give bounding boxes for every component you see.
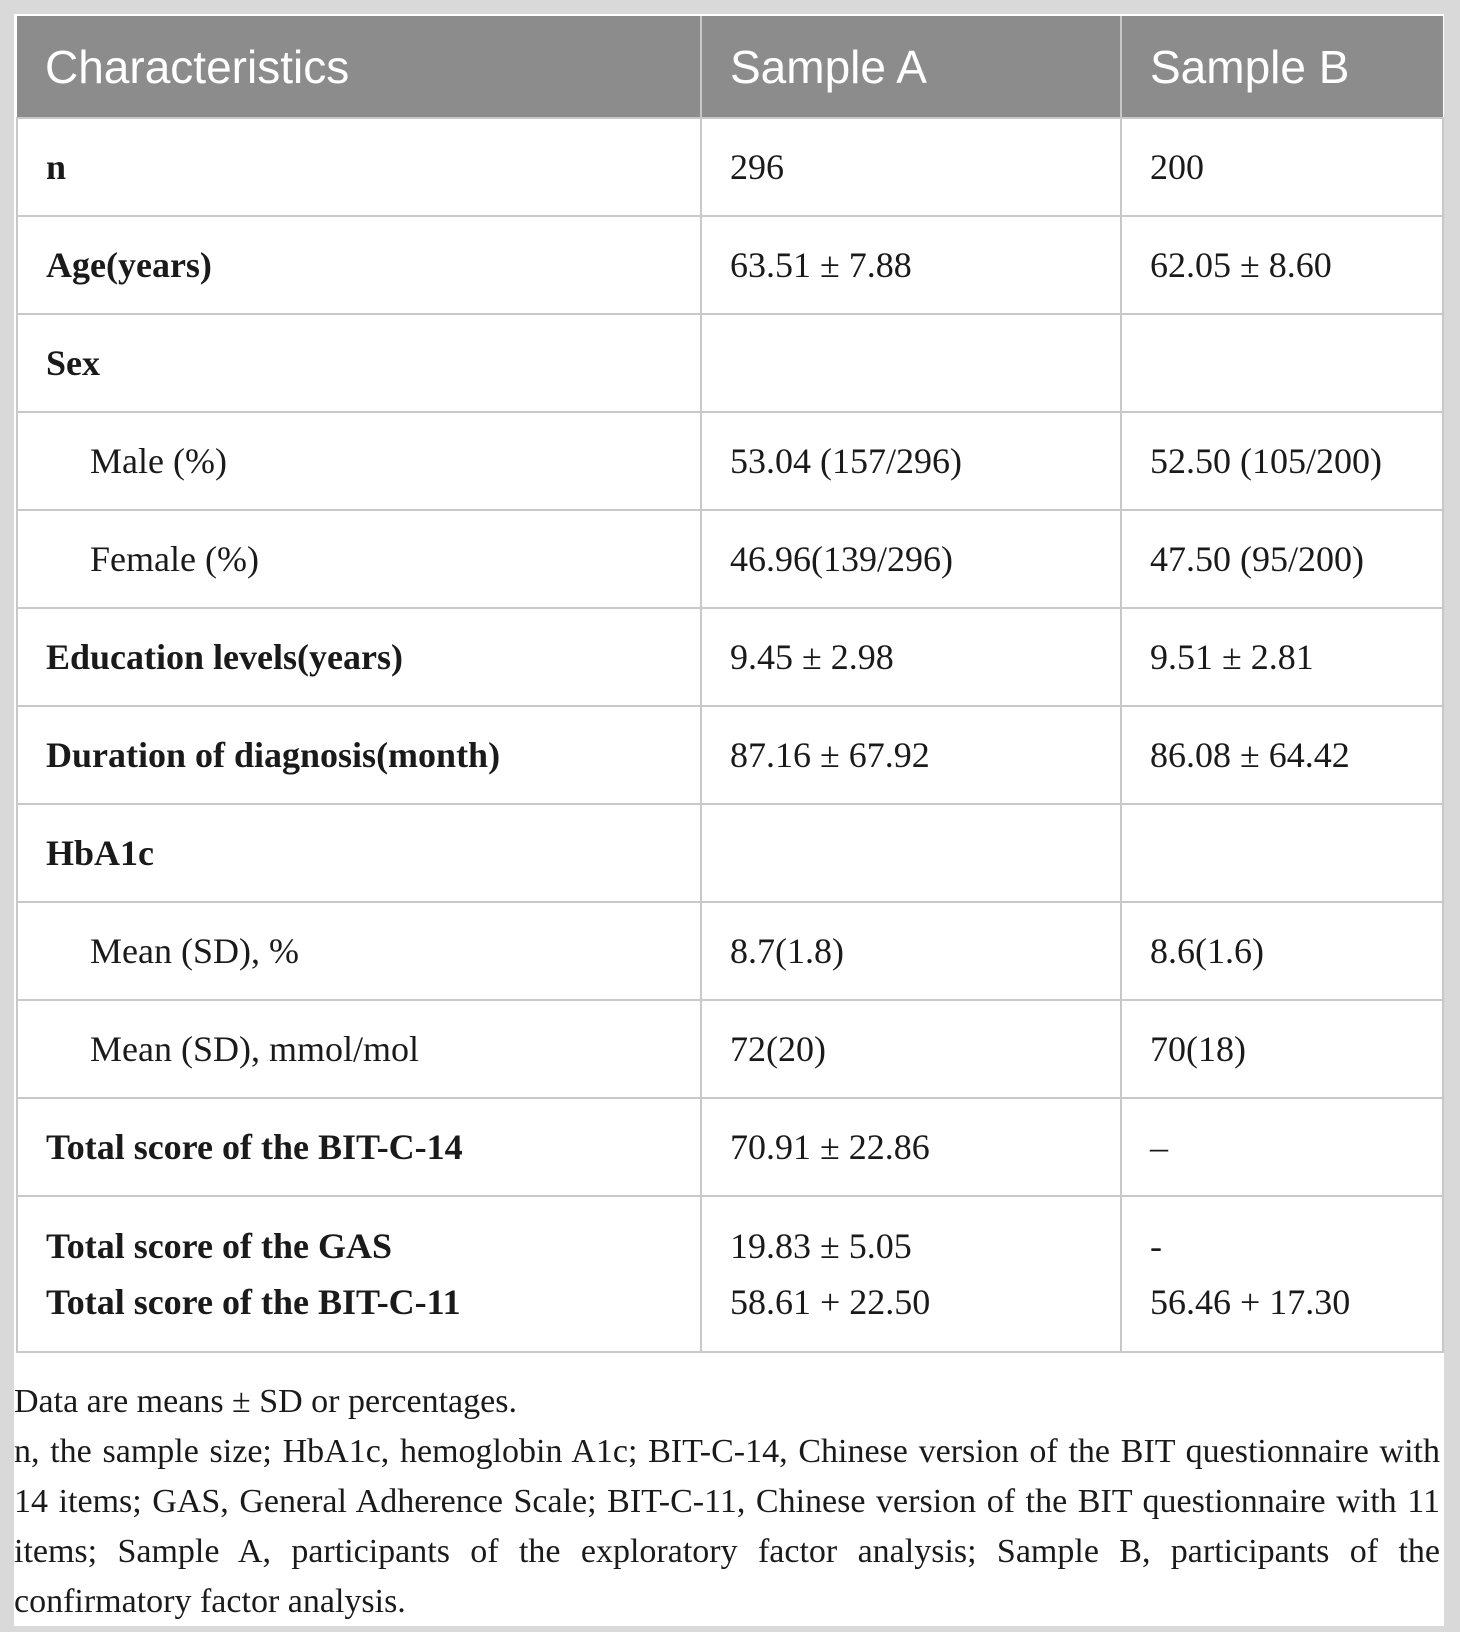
footnote-data-description: Data are means ± SD or percentages. <box>14 1383 517 1420</box>
table-row <box>17 510 1443 608</box>
table-row <box>17 1098 1443 1196</box>
table-row <box>17 314 1443 412</box>
cell-sample-a: 63.51 ± 7.88 <box>701 216 1121 314</box>
row-label-pair <box>17 1196 701 1352</box>
table-row <box>17 118 1443 216</box>
cell-sample-b-pair <box>1121 1196 1443 1352</box>
table-row <box>17 1196 1443 1352</box>
table-row <box>17 706 1443 804</box>
cell-sample-b: 9.51 ± 2.81 <box>1121 608 1443 706</box>
cell-sample-a: 296 <box>701 118 1121 216</box>
cell-sample-b: 52.50 (105/200) <box>1121 412 1443 510</box>
header-sample-a: Sample A <box>701 16 1121 118</box>
row-label: Total score of the BIT-C-14 <box>17 1098 701 1196</box>
table-frame <box>14 14 1444 1626</box>
table-row <box>17 1000 1443 1098</box>
table-row <box>17 608 1443 706</box>
row-label: Male (%) <box>17 412 701 510</box>
row-label: Mean (SD), % <box>17 902 701 1000</box>
cell-sample-b: 70(18) <box>1121 1000 1443 1098</box>
cell-sample-b: 62.05 ± 8.60 <box>1121 216 1443 314</box>
cell-sample-b: 86.08 ± 64.42 <box>1121 706 1443 804</box>
cell-sample-a: 58.61 + 22.50 <box>730 1282 931 1322</box>
cell-sample-a: 46.96(139/296) <box>701 510 1121 608</box>
row-label: Duration of diagnosis(month) <box>17 706 701 804</box>
table-footnotes <box>14 1377 1440 1627</box>
cell-sample-b: - <box>1150 1226 1162 1266</box>
cell-sample-b: – <box>1121 1098 1443 1196</box>
header-characteristics: Characteristics <box>17 16 701 118</box>
characteristics-table <box>16 16 1444 1353</box>
cell-sample-a: 8.7(1.8) <box>701 902 1121 1000</box>
cell-sample-b: 200 <box>1121 118 1443 216</box>
cell-sample-b: 8.6(1.6) <box>1121 902 1443 1000</box>
row-label: Female (%) <box>17 510 701 608</box>
cell-sample-b: 47.50 (95/200) <box>1121 510 1443 608</box>
table-row <box>17 804 1443 902</box>
row-label: n <box>17 118 701 216</box>
cell-sample-a <box>701 314 1121 412</box>
table-row <box>17 412 1443 510</box>
row-label: Total score of the GAS <box>46 1226 392 1266</box>
cell-sample-a: 72(20) <box>701 1000 1121 1098</box>
row-label: Total score of the BIT-C-11 <box>46 1282 461 1322</box>
table-row <box>17 902 1443 1000</box>
table-row <box>17 216 1443 314</box>
row-label: Mean (SD), mmol/mol <box>17 1000 701 1098</box>
cell-sample-a: 9.45 ± 2.98 <box>701 608 1121 706</box>
row-label: Education levels(years) <box>17 608 701 706</box>
cell-sample-a: 70.91 ± 22.86 <box>701 1098 1121 1196</box>
table-header-row <box>17 16 1443 118</box>
header-sample-b: Sample B <box>1121 16 1443 118</box>
row-label: Sex <box>17 314 701 412</box>
cell-sample-a-pair <box>701 1196 1121 1352</box>
row-label: HbA1c <box>17 804 701 902</box>
footnote-abbreviations: n, the sample size; HbA1c, hemoglobin A1c; BIT-C-14, Chinese version of the BIT questionnaire with 14 items; GAS, General Adherence Scale; BIT-C-11, Chinese version of the BIT questionnaire with 11 items; Sample A, participants of the exploratory factor analysis; Sample B, participants of the confirmatory factor analysis. <box>14 1433 1440 1620</box>
cell-sample-a: 19.83 ± 5.05 <box>730 1226 912 1266</box>
cell-sample-b <box>1121 314 1443 412</box>
cell-sample-a: 87.16 ± 67.92 <box>701 706 1121 804</box>
cell-sample-a <box>701 804 1121 902</box>
cell-sample-a: 53.04 (157/296) <box>701 412 1121 510</box>
row-label: Age(years) <box>17 216 701 314</box>
cell-sample-b: 56.46 + 17.30 <box>1150 1282 1351 1322</box>
cell-sample-b <box>1121 804 1443 902</box>
